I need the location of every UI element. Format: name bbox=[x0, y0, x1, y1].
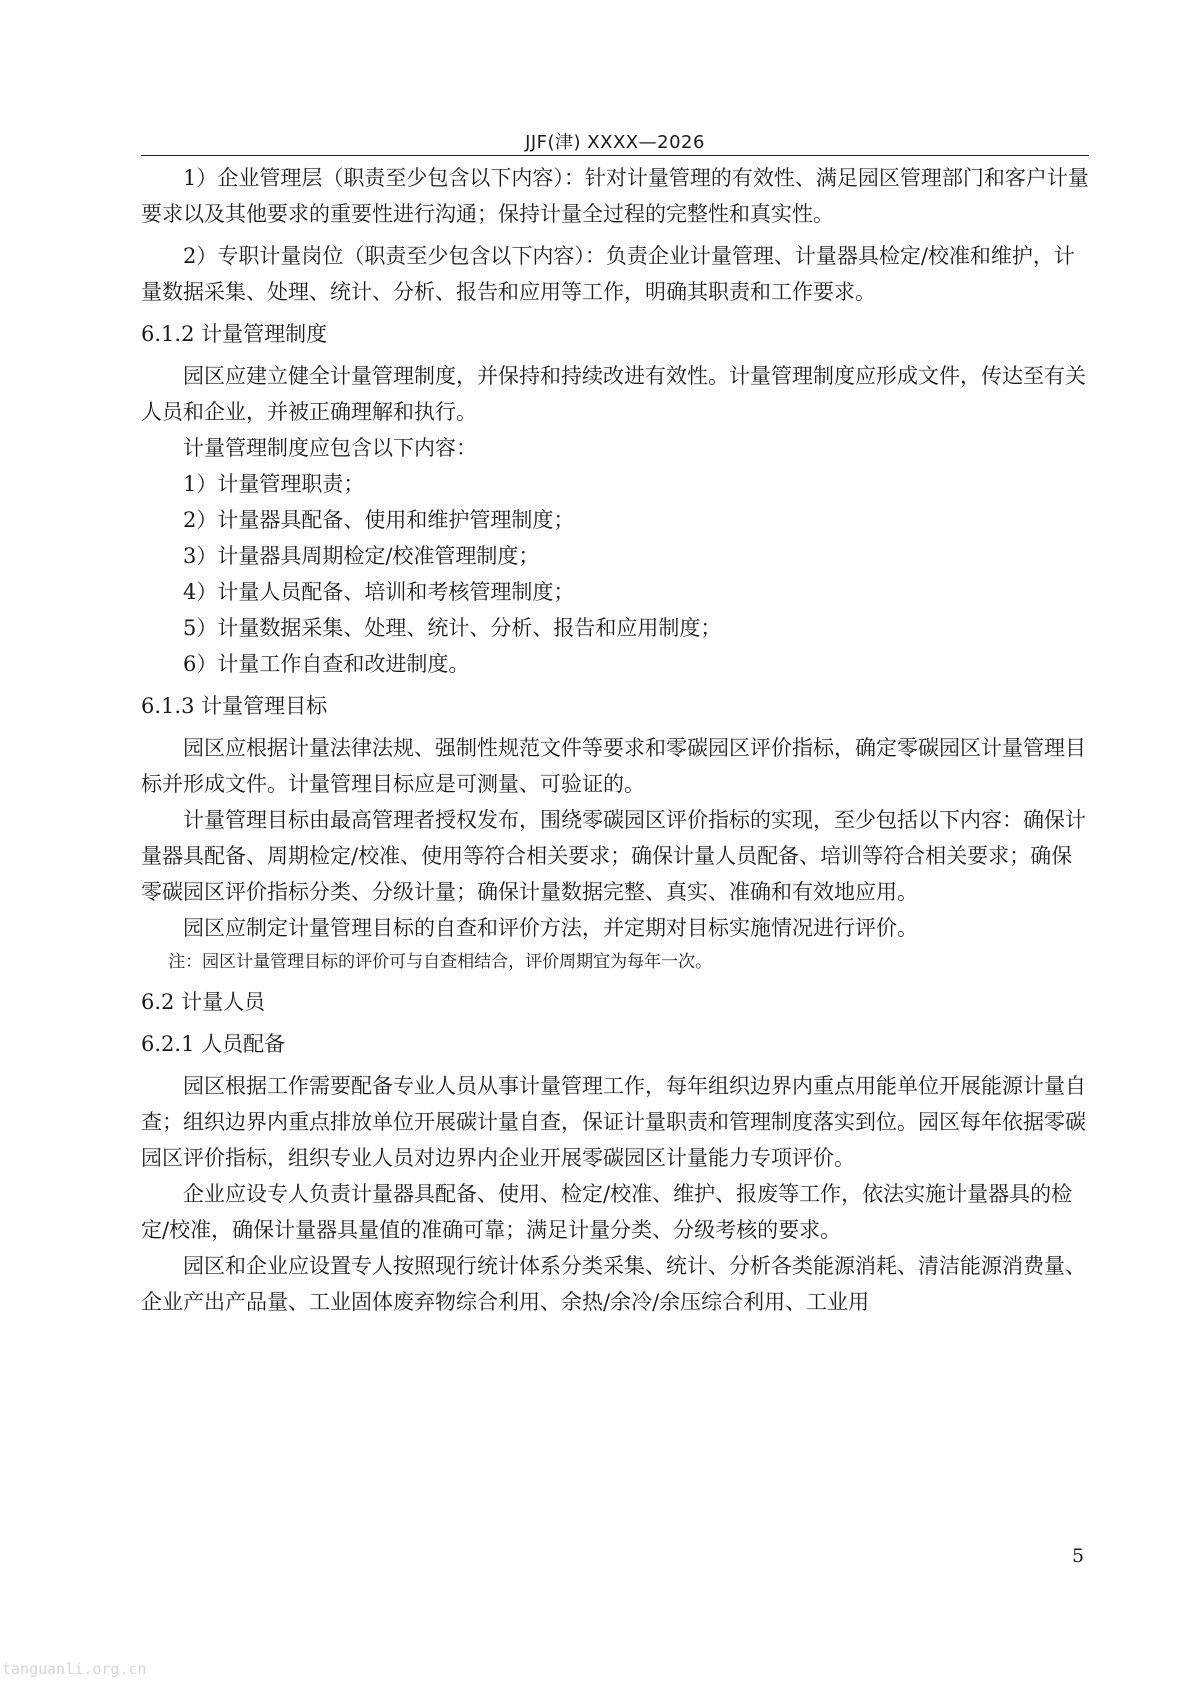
running-header: JJF(津) XXXX—2026 bbox=[525, 132, 705, 153]
paragraph-targets-contents: 计量管理目标由最高管理者授权发布，围绕零碳园区评价指标的实现，至少包括以下内容：确保计量器具配备、周期检定/校准、使用等符合相关要求；确保计量人员配备、培训等符合相关要求；确保零碳园区评价指标分类、分级计量；确保计量数据完整、真实、准确和有效地应用。 bbox=[141, 808, 1086, 904]
note: 注：园区计量管理目标的评价可与自查相结合，评价周期宜为每年一次。 bbox=[168, 952, 713, 972]
watermark: tanguanli.org.cn bbox=[2, 1660, 147, 1678]
paragraph-staffing-statistics: 园区和企业应设置专人按照现行统计体系分类采集、统计、分析各类能源消耗、清洁能源消费量、企业产出产品量、工业固体废弃物综合利用、余热/余冷/余压综合利用、工业用 bbox=[141, 1254, 1086, 1314]
list-item: 6）计量工作自查和改进制度。 bbox=[183, 652, 470, 676]
list-item: 4）计量人员配备、培训和考核管理制度； bbox=[183, 580, 575, 604]
section-heading-6-1-2: 6.1.2 计量管理制度 bbox=[141, 322, 328, 346]
page-number: 5 bbox=[1072, 1545, 1085, 1567]
list-item: 2）计量器具配备、使用和维护管理制度； bbox=[183, 508, 575, 532]
section-heading-6-2-1: 6.2.1 人员配备 bbox=[141, 1032, 286, 1056]
document-body bbox=[141, 160, 1089, 1320]
list-item: 1）计量管理职责； bbox=[183, 472, 365, 496]
paragraph-system-contents-intro: 计量管理制度应包含以下内容： bbox=[183, 436, 477, 460]
paragraph-staffing-enterprise: 企业应设专人负责计量器具配备、使用、检定/校准、维护、报废等工作，依法实施计量器具的检定/校准，确保计量器具量值的准确可靠；满足计量分类、分级考核的要求。 bbox=[141, 1182, 1073, 1242]
paragraph-targets-basis: 园区应根据计量法律法规、强制性规范文件等要求和零碳园区评价指标，确定零碳园区计量管理目标并形成文件。计量管理目标应是可测量、可验证的。 bbox=[141, 736, 1086, 796]
section-heading-6-1-3: 6.1.3 计量管理目标 bbox=[141, 694, 328, 718]
paragraph-metrology-post: 2）专职计量岗位（职责至少包含以下内容）：负责企业计量管理、计量器具检定/校准和维护，计量数据采集、处理、统计、分析、报告和应用等工作，明确其职责和工作要求。 bbox=[141, 244, 1075, 304]
paragraph-management-system: 园区应建立健全计量管理制度，并保持和持续改进有效性。计量管理制度应形成文件，传达至有关人员和企业，并被正确理解和执行。 bbox=[141, 364, 1086, 424]
paragraph-staffing-park: 园区根据工作需要配备专业人员从事计量管理工作，每年组织边界内重点用能单位开展能源计量自查；组织边界内重点排放单位开展碳计量自查，保证计量职责和管理制度落实到位。园区每年依据零碳园区评价指标，组织专业人员对边界内企业开展零碳园区计量能力专项评价。 bbox=[141, 1074, 1086, 1170]
section-heading-6-2: 6.2 计量人员 bbox=[141, 990, 266, 1014]
list-item: 5）计量数据采集、处理、统计、分析、报告和应用制度； bbox=[183, 616, 722, 640]
paragraph-management-layer: 1）企业管理层（职责至少包含以下内容）：针对计量管理的有效性、满足园区管理部门和客户计量要求以及其他要求的重要性进行沟通；保持计量全过程的完整性和真实性。 bbox=[141, 166, 1089, 226]
paragraph-targets-evaluation: 园区应制定计量管理目标的自查和评价方法，并定期对目标实施情况进行评价。 bbox=[183, 916, 918, 940]
header-rule bbox=[141, 155, 1089, 156]
list-item: 3）计量器具周期检定/校准管理制度； bbox=[183, 544, 540, 568]
